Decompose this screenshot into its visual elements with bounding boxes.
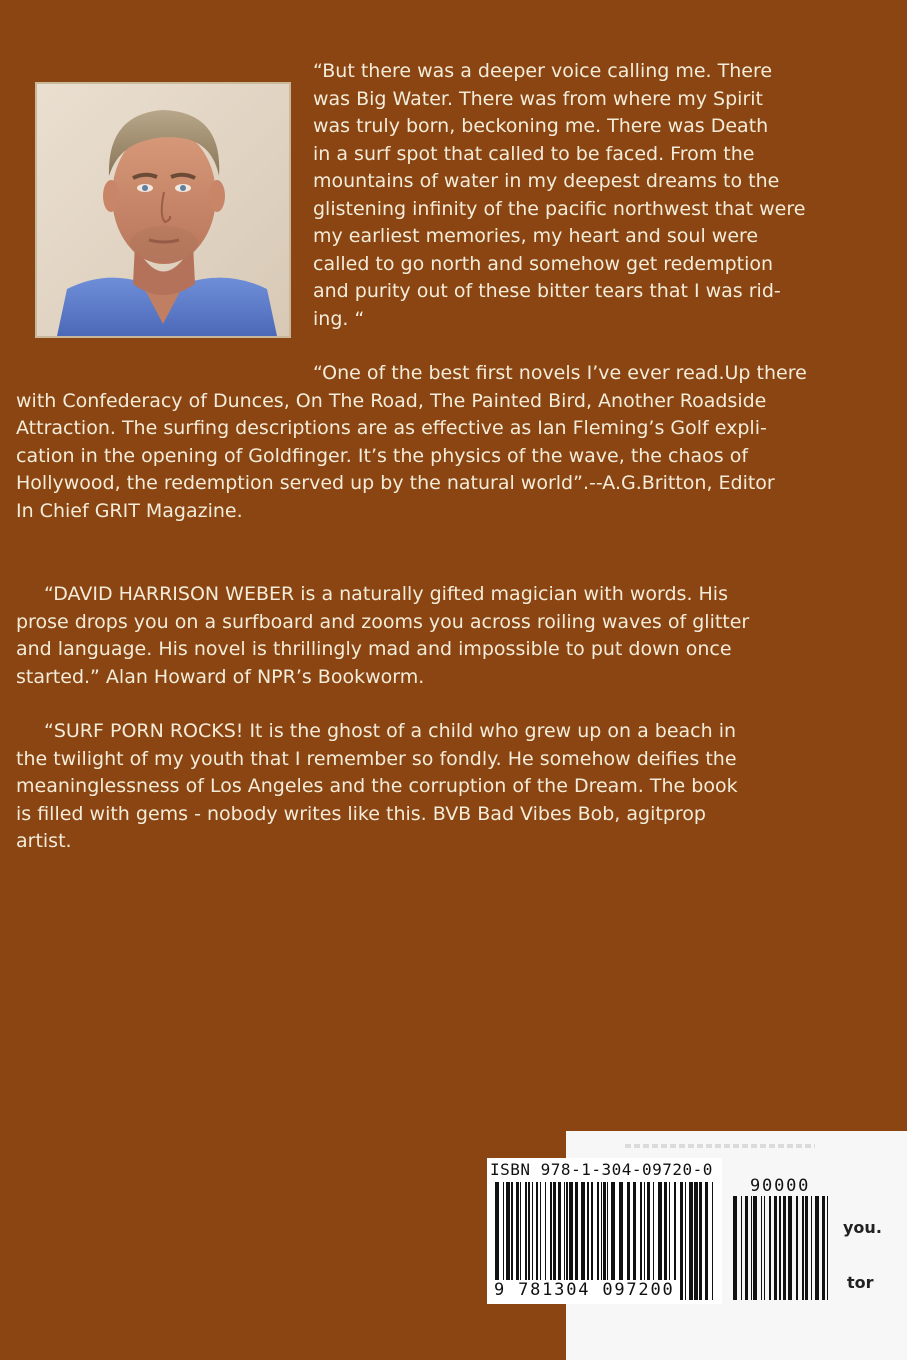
barcode-bar (685, 1182, 686, 1300)
isbn-label: ISBN 978-1-304-09720-0 (490, 1160, 713, 1179)
text-line: mountains of water in my deepest dreams to the (313, 170, 780, 192)
barcode-bar (827, 1196, 828, 1300)
ean-digits: 9 781304 097200 (494, 1280, 675, 1300)
barcode-bar (694, 1182, 698, 1300)
author-portrait-image (37, 84, 289, 336)
text-line: and language. His novel is thrillingly mad and impossible to put down once (16, 638, 732, 660)
faint-marks (625, 1144, 815, 1148)
barcode-bar (712, 1182, 713, 1300)
price-code: 90000 (750, 1176, 811, 1196)
review-quote-grit (16, 360, 896, 525)
text-line: “But there was a deeper voice calling me. There (313, 60, 773, 82)
barcode-bar (774, 1196, 777, 1300)
barcode-bar (811, 1196, 812, 1300)
text-line: cation in the opening of Goldfinger. It’s the physics of the wave, the chaos of (16, 444, 749, 467)
text-line: prose drops you on a surfboard and zooms you across roiling waves of glitter (16, 610, 750, 633)
barcode-bar (761, 1196, 762, 1300)
text-line: and purity out of these bitter tears that I was rid- (313, 280, 781, 302)
barcode-bar (741, 1196, 742, 1300)
barcode-bar (779, 1196, 781, 1300)
text-line: with Confederacy of Dunces, On The Road, The Painted Bird, Another Roadside (16, 389, 767, 412)
barcode-bar (805, 1196, 808, 1300)
barcode-bar (769, 1196, 771, 1300)
text-line: was Big Water. There was from where my Spirit (313, 87, 763, 110)
overflow-text: you. (843, 1218, 882, 1237)
text-line: Hollywood, the redemption served up by the natural world”.--A.G.Britton, Editor (16, 472, 775, 494)
barcode-bar (751, 1196, 752, 1300)
text-line: the twilight of my youth that I remember so fondly. He somehow deifies the (16, 747, 737, 770)
barcode-bar (699, 1182, 702, 1300)
text-line: glistening infinity of the pacific northwest that were (313, 197, 806, 220)
overflow-text: tor (847, 1273, 874, 1292)
text-line: was truly born, beckoning me. There was Death (313, 115, 769, 137)
text-line: my earliest memories, my heart and soul were (313, 225, 759, 247)
text-line: In Chief GRIT Magazine. (16, 499, 243, 522)
barcode-bar (753, 1196, 757, 1300)
text-line: ing. “ (313, 307, 365, 330)
barcode-bar (788, 1196, 792, 1300)
text-line: artist. (16, 830, 72, 852)
text-line: “SURF PORN ROCKS! It is the ghost of a child who grew up on a beach in (44, 720, 737, 742)
barcode-bar (822, 1196, 825, 1300)
barcode-bar (815, 1196, 819, 1300)
barcode-bar (783, 1196, 786, 1300)
text-line: is filled with gems - nobody writes like this. BVB Bad Vibes Bob, agitprop (16, 802, 706, 825)
barcode-bar (745, 1196, 748, 1300)
barcode-bar (802, 1196, 804, 1300)
barcode-bar (705, 1182, 708, 1300)
text-line: meaninglessness of Los Angeles and the corruption of the Dream. The book (16, 775, 738, 797)
text-line: Attraction. The surfing descriptions are as effective as Ian Fleming’s Golf expli- (16, 417, 767, 439)
text-line: in a surf spot that called to be faced. From the (313, 142, 755, 165)
text-line: “One of the best first novels I’ve ever read.Up there (313, 362, 807, 384)
excerpt-quote (313, 58, 873, 333)
text-line: called to go north and somehow get redemption (313, 252, 774, 275)
barcode-bar (733, 1196, 737, 1300)
review-quote-bvb (16, 718, 896, 856)
barcode-bar (689, 1182, 693, 1300)
text-line: “DAVID HARRISON WEBER is a naturally gifted magician with words. His (44, 583, 728, 605)
review-quote-npr (16, 581, 896, 691)
author-photo (35, 82, 291, 338)
barcode-bar (680, 1182, 683, 1300)
text-line: started.” Alan Howard of NPR’s Bookworm. (16, 665, 425, 688)
barcode-bar (796, 1196, 798, 1300)
price-barcode (733, 1196, 829, 1300)
barcode-bar (764, 1196, 765, 1300)
